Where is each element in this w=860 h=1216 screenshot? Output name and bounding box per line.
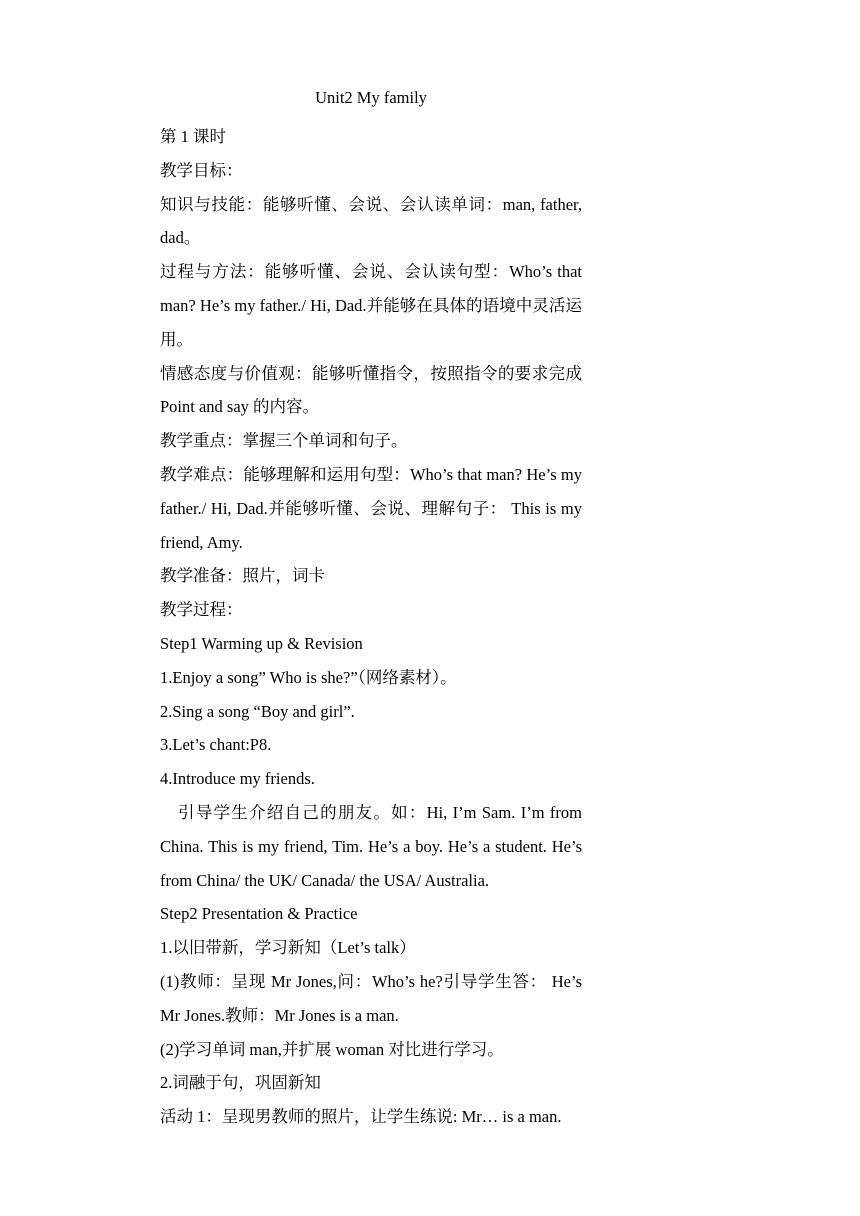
step1-heading: Step1 Warming up & Revision	[160, 633, 363, 653]
objectives-heading: 教学目标：	[160, 160, 243, 180]
preparation: 教学准备：照片，词卡	[160, 566, 325, 586]
knowledge-objective: 知识与技能：能够听懂、会说、会认读单词：man, father, dad。	[160, 194, 582, 248]
difficulties: 教学难点：能够理解和运用句型：Who’s that man? He’s my father./ Hi, Dad.并能够听懂、会说、理解句子： This is my friend, Amy.	[160, 464, 582, 552]
process-objective: 过程与方法：能够听懂、会说、会认读句型：Who’s that man? He’s my father./ Hi, Dad.并能够在具体的语境中灵活运用。	[160, 262, 582, 349]
step2-item-1-2: (2)学习单词 man,并扩展 woman 对比进行学习。	[160, 1039, 504, 1059]
step2-item-1: 1.以旧带新，学习新知（Let’s talk）	[160, 938, 416, 958]
activity-1: 活动 1：呈现男教师的照片，让学生练说: Mr… is a man.	[160, 1107, 562, 1127]
lesson-label: 第 1 课时	[160, 127, 226, 146]
key-points: 教学重点：掌握三个单词和句子。	[160, 431, 408, 451]
document-body	[160, 120, 582, 1134]
procedure-heading: 教学过程：	[160, 600, 243, 620]
step1-item-1: 1.Enjoy a song” Who is she?”（网络素材）。	[160, 667, 457, 687]
step1-item-3: 3.Let’s chant:P8.	[160, 735, 272, 755]
step1-item-4: 4.Introduce my friends.	[160, 769, 315, 789]
step2-item-1-1: (1)教师：呈现 Mr Jones,问：Who’s he?引导学生答： He’s Mr Jones.教师：Mr Jones is a man.	[160, 971, 582, 1025]
step1-guide: 引导学生介绍自己的朋友。如：Hi, I’m Sam. I’m from China. This is my friend, Tim. He’s a boy. He’s a student. He’s from China/ the UK/ Canada/ the USA/ Australia.	[160, 802, 582, 890]
step2-item-2: 2.词融于句，巩固新知	[160, 1073, 321, 1093]
step2-heading: Step2 Presentation & Practice	[160, 904, 358, 924]
emotion-objective: 情感态度与价值观：能够听懂指令，按照指令的要求完成 Point and say 的内容。	[160, 363, 582, 417]
document-title: Unit2 My family	[315, 88, 427, 107]
step1-item-2: 2.Sing a song “Boy and girl”.	[160, 701, 355, 721]
